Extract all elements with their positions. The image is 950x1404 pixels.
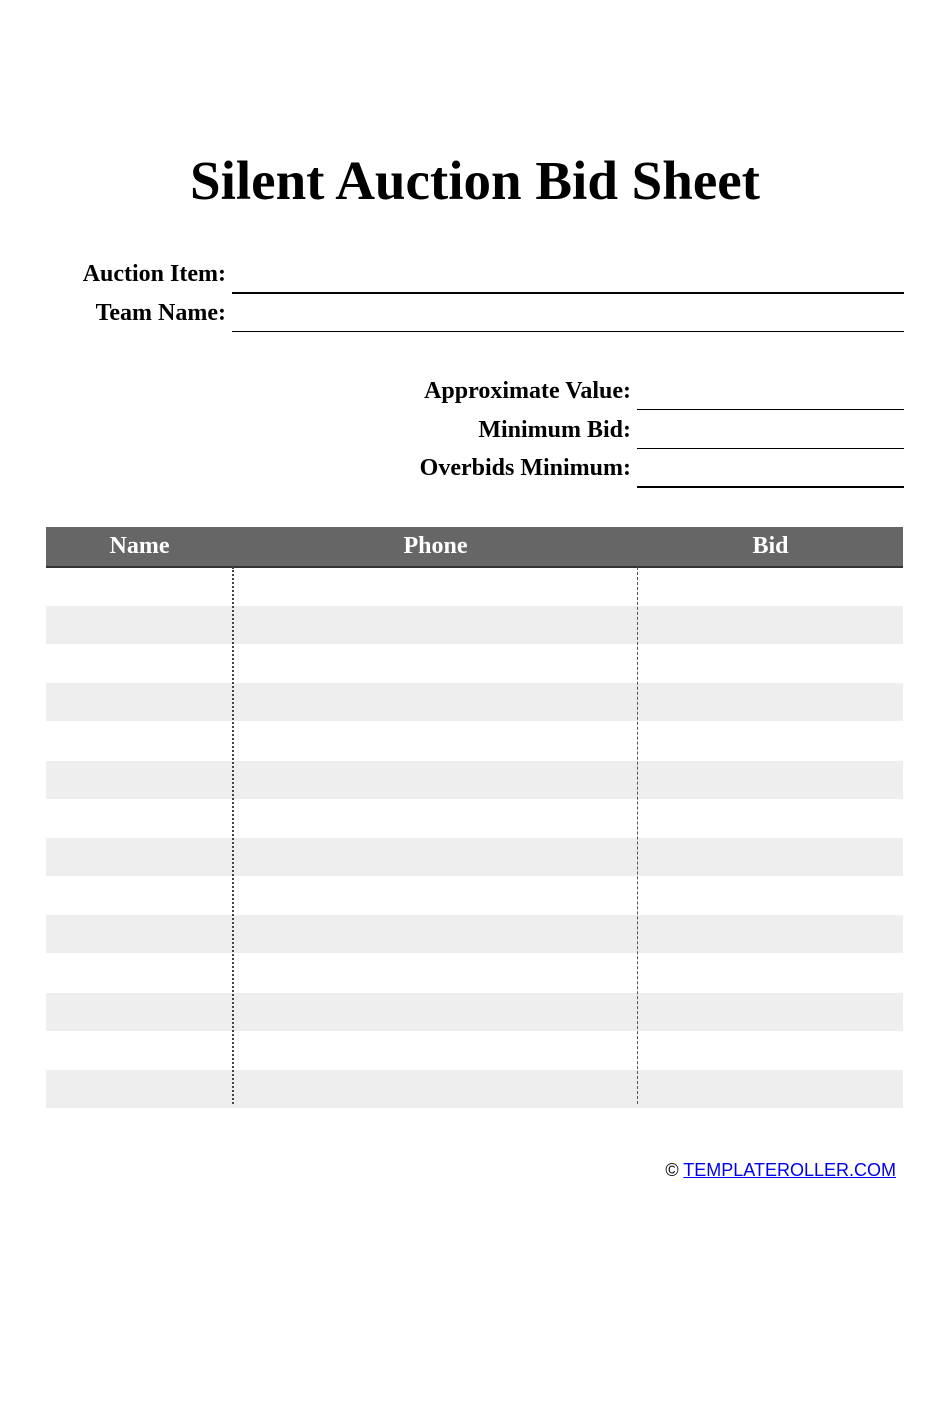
table-cell-phone[interactable] xyxy=(233,799,637,837)
table-cell-name[interactable] xyxy=(46,838,232,876)
table-cell-bid[interactable] xyxy=(638,644,903,682)
table-row xyxy=(46,1031,903,1069)
templateroller-link[interactable]: TEMPLATEROLLER.COM xyxy=(683,1160,896,1180)
table-cell-name[interactable] xyxy=(46,1031,232,1069)
overbids-minimum-line[interactable] xyxy=(637,486,904,488)
column-header-bid: Bid xyxy=(752,533,789,559)
table-cell-name[interactable] xyxy=(46,644,232,682)
table-row xyxy=(46,683,903,721)
auction-item-line[interactable] xyxy=(232,292,904,294)
table-row xyxy=(46,644,903,682)
auction-item-label: Auction Item: xyxy=(82,261,226,287)
table-cell-bid[interactable] xyxy=(638,1070,903,1108)
table-cell-phone[interactable] xyxy=(233,915,637,953)
table-row xyxy=(46,877,903,915)
overbids-minimum-label: Overbids Minimum: xyxy=(419,455,631,481)
table-row xyxy=(46,838,903,876)
table-row xyxy=(46,799,903,837)
table-cell-phone[interactable] xyxy=(233,877,637,915)
column-header-name: Name xyxy=(109,533,170,559)
table-cell-bid[interactable] xyxy=(638,722,903,760)
table-cell-bid[interactable] xyxy=(638,838,903,876)
table-cell-phone[interactable] xyxy=(233,683,637,721)
minimum-bid-label: Minimum Bid: xyxy=(478,417,631,443)
table-cell-phone[interactable] xyxy=(233,1070,637,1108)
approximate-value-label: Approximate Value: xyxy=(424,378,631,404)
bid-table-header xyxy=(46,527,903,568)
table-row xyxy=(46,606,903,644)
table-cell-bid[interactable] xyxy=(638,683,903,721)
table-cell-name[interactable] xyxy=(46,683,232,721)
table-cell-phone[interactable] xyxy=(233,606,637,644)
table-cell-name[interactable] xyxy=(46,799,232,837)
approximate-value-line[interactable] xyxy=(637,409,904,410)
table-row xyxy=(46,993,903,1031)
table-row xyxy=(46,567,903,605)
table-cell-name[interactable] xyxy=(46,954,232,992)
table-row xyxy=(46,915,903,953)
table-cell-name[interactable] xyxy=(46,915,232,953)
table-cell-phone[interactable] xyxy=(233,644,637,682)
table-cell-name[interactable] xyxy=(46,1070,232,1108)
table-cell-phone[interactable] xyxy=(233,761,637,799)
table-cell-name[interactable] xyxy=(46,761,232,799)
table-cell-bid[interactable] xyxy=(638,954,903,992)
table-cell-bid[interactable] xyxy=(638,1031,903,1069)
table-cell-name[interactable] xyxy=(46,722,232,760)
table-cell-bid[interactable] xyxy=(638,799,903,837)
table-row xyxy=(46,954,903,992)
table-cell-bid[interactable] xyxy=(638,606,903,644)
column-divider-name-phone xyxy=(232,567,234,1104)
page-title: Silent Auction Bid Sheet xyxy=(190,150,760,211)
table-cell-name[interactable] xyxy=(46,877,232,915)
table-cell-phone[interactable] xyxy=(233,1031,637,1069)
table-cell-phone[interactable] xyxy=(233,838,637,876)
table-cell-bid[interactable] xyxy=(638,993,903,1031)
table-cell-bid[interactable] xyxy=(638,567,903,605)
team-name-label: Team Name: xyxy=(95,300,226,326)
table-cell-name[interactable] xyxy=(46,993,232,1031)
table-cell-phone[interactable] xyxy=(233,567,637,605)
table-cell-phone[interactable] xyxy=(233,722,637,760)
table-cell-phone[interactable] xyxy=(233,954,637,992)
table-row xyxy=(46,761,903,799)
team-name-line[interactable] xyxy=(232,331,904,332)
minimum-bid-line[interactable] xyxy=(637,448,904,449)
table-row xyxy=(46,722,903,760)
table-cell-bid[interactable] xyxy=(638,915,903,953)
column-header-phone: Phone xyxy=(403,533,468,559)
table-cell-phone[interactable] xyxy=(233,993,637,1031)
table-cell-bid[interactable] xyxy=(638,761,903,799)
copyright-symbol: © xyxy=(665,1160,679,1180)
footer-credit xyxy=(665,1158,896,1182)
table-row xyxy=(46,1070,903,1108)
column-divider-phone-bid xyxy=(637,567,638,1104)
table-cell-bid[interactable] xyxy=(638,877,903,915)
table-cell-name[interactable] xyxy=(46,606,232,644)
table-cell-name[interactable] xyxy=(46,567,232,605)
